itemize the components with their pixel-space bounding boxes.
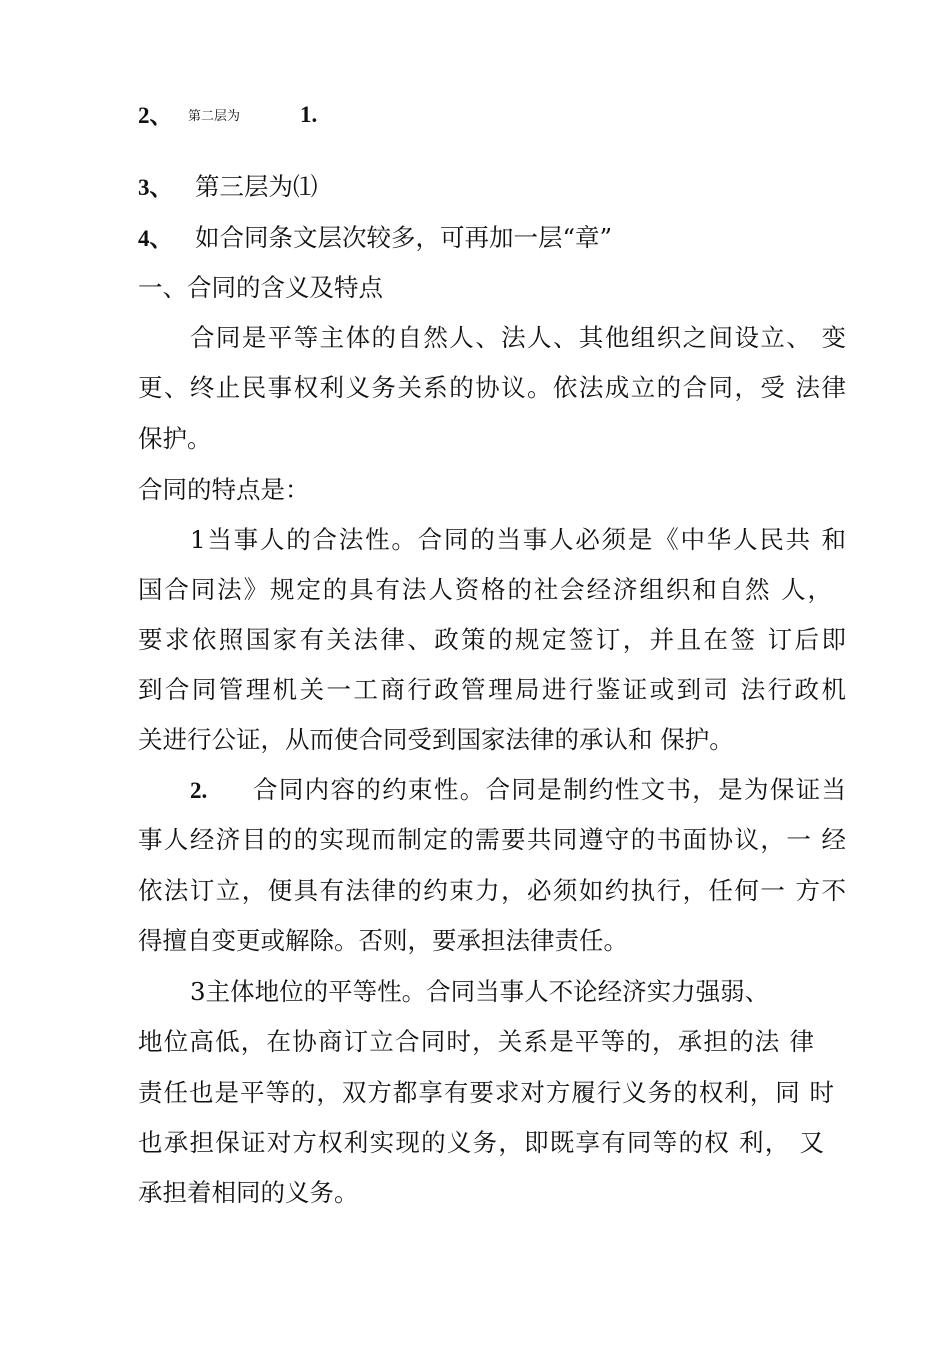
list-sub-number: 1. bbox=[300, 102, 318, 127]
paragraph-line: 合同内容的约束性。合同是制约性文书，是为保证当 bbox=[253, 775, 846, 804]
paragraph-line: 国合同法》规定的具有法人资格的社会经济组织和自然 人， bbox=[138, 575, 832, 604]
paragraph-line: 保护。 bbox=[138, 424, 212, 453]
list-item-3 bbox=[138, 172, 850, 203]
paragraph-line: 合同是平等主体的自然人、法人、其他组织之间设立、 变 bbox=[190, 323, 846, 352]
paragraph-line: 要求依照国家有关法律、政策的规定签订，并且在签 订后即 bbox=[138, 625, 846, 654]
list-text: 第二层为 bbox=[188, 109, 241, 124]
list-number: 4、 bbox=[138, 226, 173, 251]
feature-2-number: 2. bbox=[190, 778, 208, 803]
feature-number bbox=[190, 775, 250, 806]
list-number: 2、 bbox=[138, 103, 173, 128]
paragraph-line: 地位高低，在协商订立合同时，关系是平等的，承担的法 律 bbox=[138, 1027, 814, 1056]
features-intro: 合同的特点是： bbox=[138, 475, 310, 504]
list-text: 第三层为⑴ bbox=[195, 172, 318, 201]
paragraph-line: 到合同管理机关一工商行政管理局进行鉴证或到司 法行政机 bbox=[138, 675, 846, 704]
paragraph-line: 得擅自变更或解除。否则，要承担法律责任。 bbox=[138, 926, 628, 955]
paragraph-line: 也承担保证对方权利实现的义务，即既享有同等的权 利， 又 bbox=[138, 1128, 824, 1157]
paragraph-line: 承担着相同的义务。 bbox=[138, 1178, 359, 1207]
paragraph-line: 依法订立，便具有法律的约束力，必须如约执行，任何一 方不 bbox=[138, 876, 846, 905]
list-item-2 bbox=[138, 100, 850, 131]
paragraph-line: 关进行公证，从而使合同受到国家法律的承认和 保护。 bbox=[138, 725, 734, 754]
paragraph-line: 事人经济目的的实现而制定的需要共同遵守的书面协议，一 经 bbox=[138, 825, 846, 854]
paragraph-line: 责任也是平等的，双方都享有要求对方履行义务的权利，同 时 bbox=[138, 1078, 834, 1107]
list-text: 如合同条文层次较多，可再加一层“章” bbox=[195, 223, 613, 252]
paragraph-line: 3主体地位的平等性。合同当事人不论经济实力强弱、 bbox=[190, 977, 770, 1006]
paragraph-line: 更、终止民事权利义务关系的协议。依法成立的合同，受 法律 bbox=[138, 373, 846, 402]
list-number: 3、 bbox=[138, 175, 173, 200]
list-item-4 bbox=[138, 223, 850, 254]
paragraph-line: 1当事人的合法性。合同的当事人必须是《中华人民共 和 bbox=[190, 525, 846, 554]
section-heading: 一、合同的含义及特点 bbox=[138, 273, 383, 302]
